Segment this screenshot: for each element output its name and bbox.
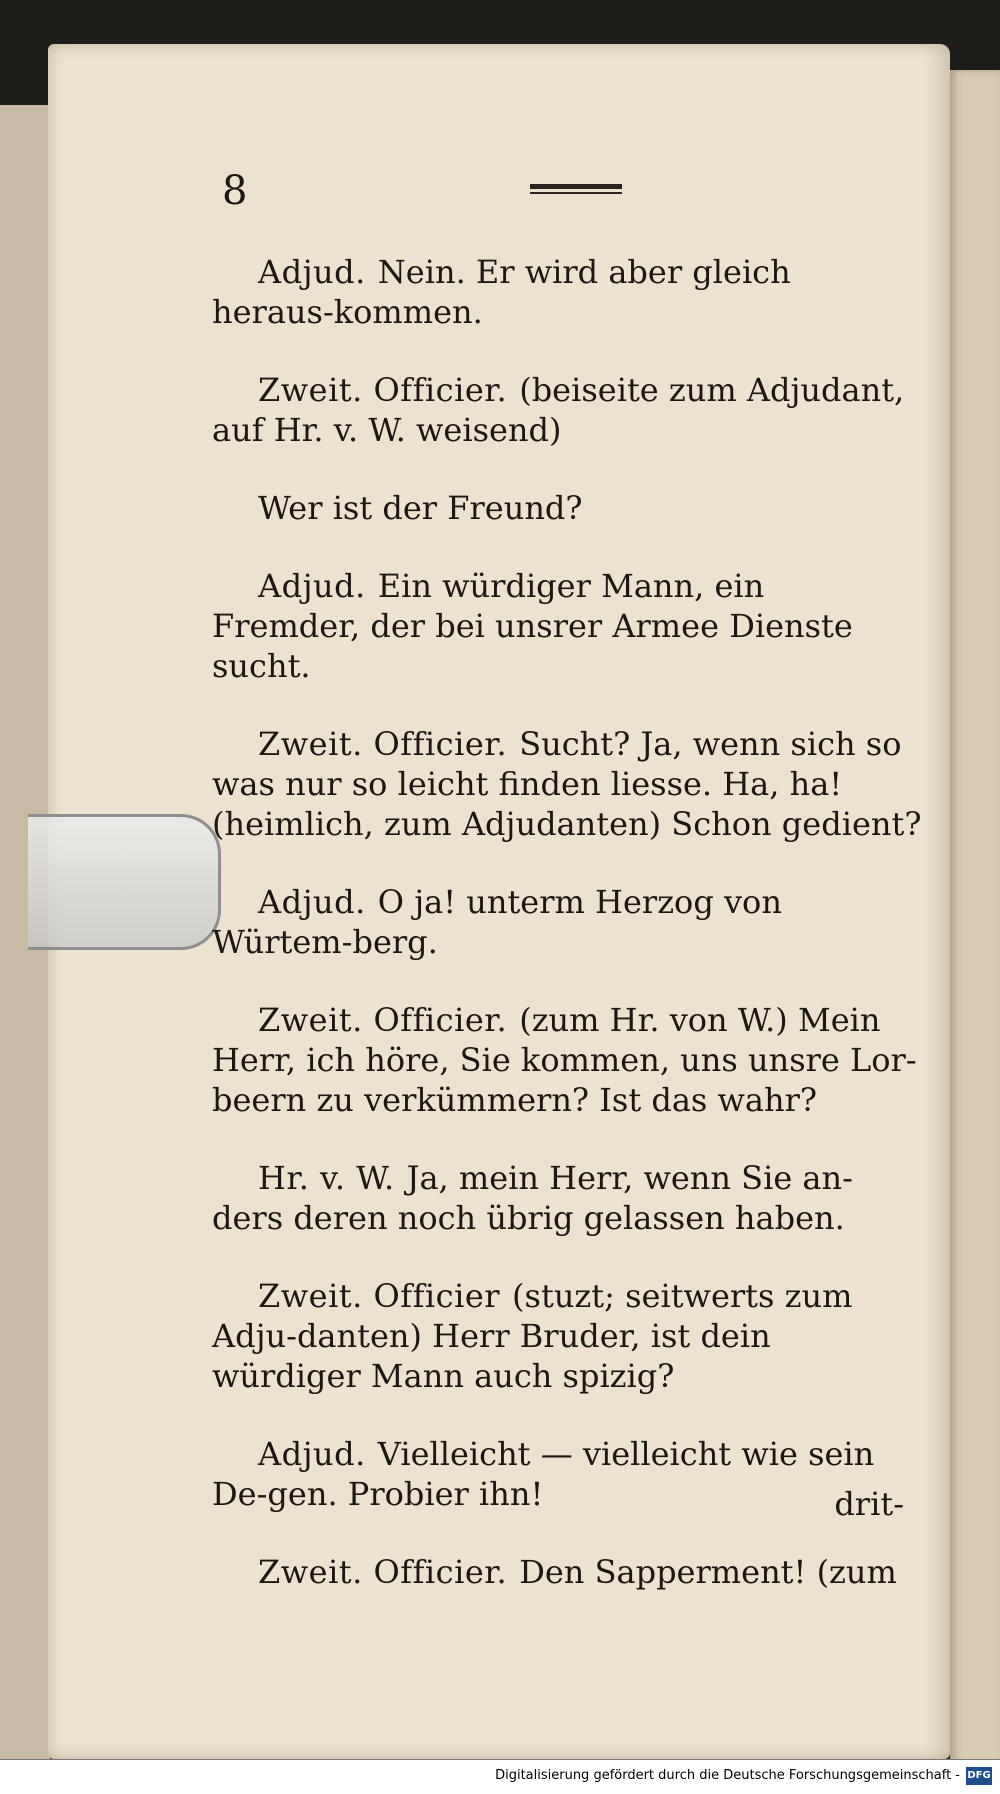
speaker-name: Zweit. Officier. [258,725,508,763]
speaker-name: Hr. v. W. [258,1159,395,1197]
speaker-name: Adjud. [258,253,366,291]
dialogue-paragraph [212,252,922,332]
speaker-name: Adjud. [258,1435,366,1473]
dialogue-text: Sucht? Ja, wenn sich so was nur so leicht finden liesse. Ha, ha! (heimlich, zum Adjudanten) Schon gedient? [212,725,922,843]
dialogue-text: Ein würdiger Mann, ein Fremder, der bei unsrer Armee Dienste sucht. [212,567,853,685]
speaker-name: Zweit. Officier [258,1277,501,1315]
dialogue-paragraph [212,882,922,962]
dfg-logo: DFG [966,1767,992,1785]
dialogue-paragraph [212,1000,922,1120]
dialogue-text: Den Sapperment! (zum [519,1553,897,1591]
speaker-name: Adjud. [258,567,366,605]
catchword: drit- [834,1485,904,1523]
dialogue-paragraph [212,1552,922,1592]
dialogue-text: Ja, mein Herr, wenn Sie an-ders deren noch übrig gelassen haben. [212,1159,853,1237]
funding-credit: Digitalisierung gefördert durch die Deutsche Forschungsgemeinschaft - [495,1768,960,1783]
dialogue-paragraph [212,1158,922,1238]
page-number: 8 [222,168,248,214]
dialogue-text: O ja! unterm Herzog von Würtem-berg. [212,883,782,961]
dialogue-paragraph [212,724,922,844]
dialogue-text: Nein. Er wird aber gleich heraus-kommen. [212,253,791,331]
dialogue-paragraph [212,1276,922,1396]
header-rule [530,184,622,198]
speaker-name: Adjud. [258,883,366,921]
page-text [212,252,922,1630]
page-stack-edge [950,70,1000,1770]
dialogue-paragraph [212,566,922,686]
speaker-name: Zweit. Officier. [258,1001,508,1039]
speaker-name: Zweit. Officier. [258,371,508,409]
dialogue-paragraph [212,370,922,450]
dialogue-text: Vielleicht — vielleicht wie sein De-gen. Probier ihn! [212,1435,875,1513]
page-clip [28,814,221,950]
dialogue-text: (beiseite zum Adjudant, auf Hr. v. W. weisend) [212,371,905,449]
dialogue-text: Wer ist der Freund? [258,489,583,527]
dialogue-paragraph [212,1434,922,1514]
speaker-name: Zweit. Officier. [258,1553,508,1591]
dialogue-text: (zum Hr. von W.) Mein Herr, ich höre, Sie kommen, uns unsre Lor-beern zu verkümmern? Ist das wahr? [212,1001,917,1119]
digitization-footer [0,1759,1000,1794]
dialogue-text: (stuzt; seitwerts zum Adju-danten) Herr Bruder, ist dein würdiger Mann auch spizig? [212,1277,853,1395]
dialogue-paragraph [212,488,922,528]
